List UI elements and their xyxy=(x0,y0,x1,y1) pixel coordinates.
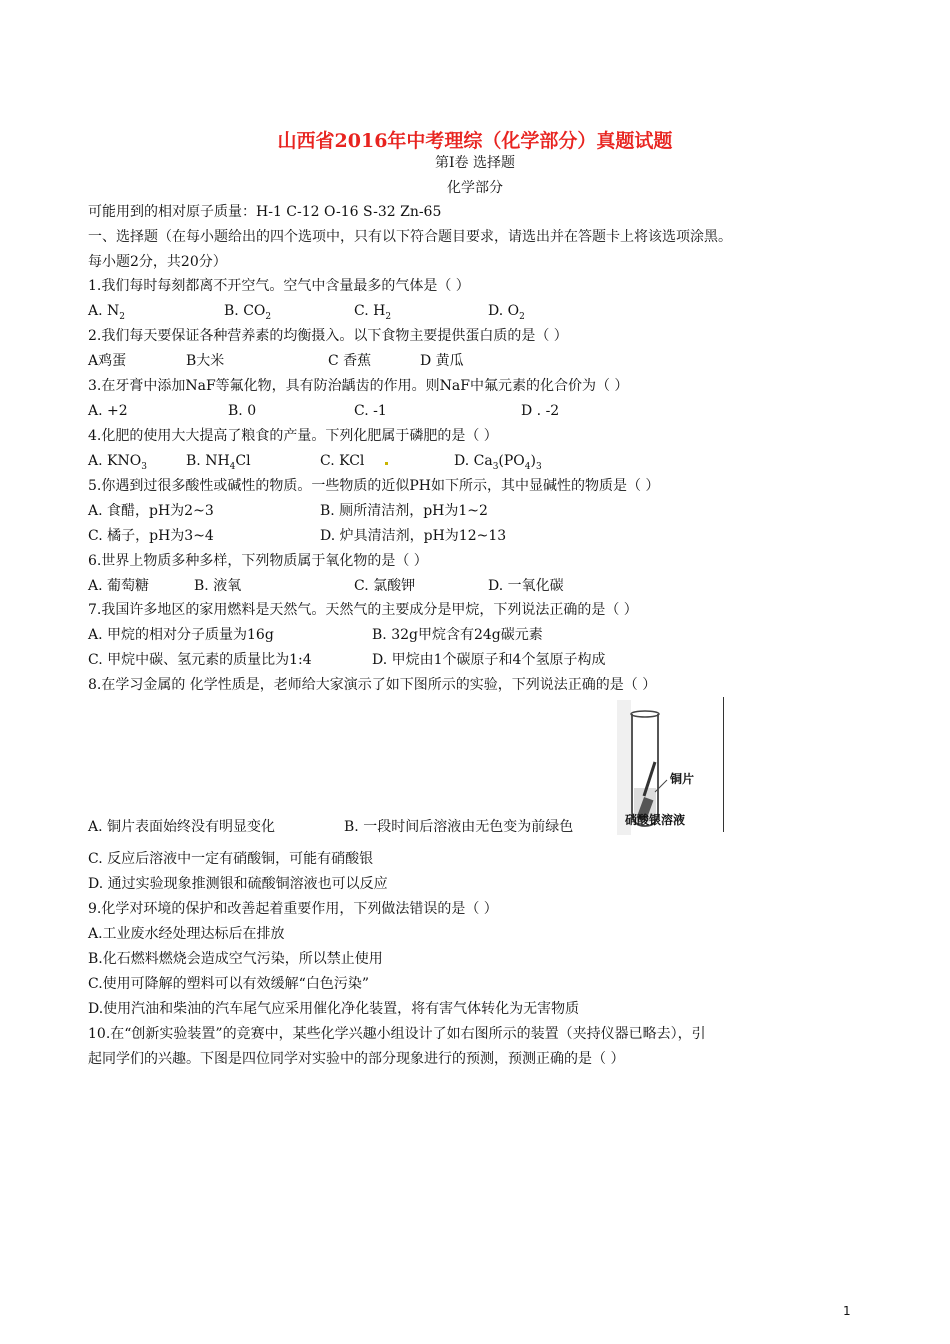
question-9-option-a: A.工业废水经处理达标后在排放 xyxy=(88,926,285,942)
question-5-option-c: C. 橘子，pH为3~4 xyxy=(88,528,214,544)
question-6-option-a: A. 葡萄糖 xyxy=(88,578,150,594)
figure-divider xyxy=(723,697,724,832)
question-4-option-a: A. $KNO_3$ xyxy=(88,453,147,472)
question-5-option-d: D. 炉具清洁剂，pH为12~13 xyxy=(320,528,507,544)
question-8-stem: 8.在学习金属的 化学性质是，老师给大家演示了如下图所示的实验，下列说法正确的是（ ） xyxy=(88,677,657,693)
question-1-option-c: C. $H_2$ xyxy=(354,303,392,322)
question-8-option-a: A. 铜片表面始终没有明显变化 xyxy=(88,819,276,835)
question-9-option-c: C.使用可降解的塑料可以有效缓解“白色污染” xyxy=(88,976,369,992)
question-6-option-c: C. 氯酸钾 xyxy=(354,578,416,594)
question-9-option-b: B.化石燃料燃烧会造成空气污染，所以禁止使用 xyxy=(88,951,383,967)
question-9-option-d: D.使用汽油和柴油的汽车尾气应采用催化净化装置，将有害气体转化为无害物质 xyxy=(88,1001,580,1017)
question-8-option-b: B. 一段时间后溶液由无色变为前绿色 xyxy=(344,819,574,835)
subtitle-volume: 第Ⅰ卷 选择题 xyxy=(435,155,515,171)
question-10-stem-2: 起同学们的兴趣。下图是四位同学对实验中的部分现象进行的预测，预测正确的是（ ） xyxy=(88,1051,625,1067)
question-2-option-a: A鸡蛋 xyxy=(88,353,127,369)
question-10-stem-1: 10.在“创新实验装置”的竞赛中，某些化学兴趣小组设计了如右图所示的装置（夹持仪器已略去），引 xyxy=(88,1026,706,1042)
question-7-option-d: D. 甲烷由1个碳原子和4个氢原子构成 xyxy=(372,652,606,668)
question-8-option-d: D. 通过实验现象推测银和硫酸铜溶液也可以反应 xyxy=(88,876,388,892)
question-3-option-b: B. 0 xyxy=(228,403,257,419)
atomic-masses: 可能用到的相对原子质量：H-1 C-12 O-16 S-32 Zn-65 xyxy=(88,204,442,220)
figure-label-copper: 铜片 xyxy=(670,772,695,786)
question-2-stem: 2.我们每天要保证各种营养素的均衡摄入。以下食物主要提供蛋白质的是（ ） xyxy=(88,328,568,344)
figure-label-solution: 硝酸银溶液 xyxy=(625,813,686,827)
question-1-option-a: A. $N_2$ xyxy=(88,303,125,322)
question-7-option-a: A. 甲烷的相对分子质量为16g xyxy=(88,627,274,643)
question-2-option-d: D 黄瓜 xyxy=(420,353,464,369)
question-3-stem: 3.在牙膏中添加NaF等氟化物，具有防治龋齿的作用。则NaF中氟元素的化合价为（ ） xyxy=(88,378,629,394)
question-3-option-a: A. +2 xyxy=(88,403,128,419)
page-title: 山西省2016年中考理综（化学部分）真题试题 xyxy=(277,130,673,152)
subtitle-section: 化学部分 xyxy=(447,180,503,196)
question-4-option-d: D. $Ca_3(PO_4)_3$ xyxy=(454,453,542,472)
question-2-option-c: C 香蕉 xyxy=(328,353,372,369)
question-3-option-d: D . -2 xyxy=(521,403,560,419)
question-6-option-d: D. 一氧化碳 xyxy=(488,578,564,594)
question-4-stem: 4.化肥的使用大大提高了粮食的产量。下列化肥属于磷肥的是（ ） xyxy=(88,428,498,444)
question-2-option-b: B大米 xyxy=(186,353,225,369)
question-6-stem: 6.世界上物质多种多样，下列物质属于氧化物的是（ ） xyxy=(88,553,428,569)
section-instructions-1: 一、选择题（在每小题给出的四个选项中，只有以下符合题目要求，请选出并在答题卡上将该选项涂黑。 xyxy=(88,229,732,245)
page-number: 1 xyxy=(843,1304,851,1318)
question-1-stem: 1.我们每时每刻都离不开空气。空气中含量最多的气体是（ ） xyxy=(88,278,470,294)
question-1-option-d: D. $O_2$ xyxy=(488,303,525,322)
section-instructions-2: 每小题2分，共20分） xyxy=(88,254,227,270)
question-3-option-c: C. -1 xyxy=(354,403,387,419)
question-1-option-b: B. $CO_2$ xyxy=(224,303,272,322)
question-8-option-c: C. 反应后溶液中一定有硝酸铜，可能有硝酸银 xyxy=(88,851,374,867)
question-7-option-c: C. 甲烷中碳、氢元素的质量比为1:4 xyxy=(88,652,312,668)
stray-mark xyxy=(385,462,388,465)
question-6-option-b: B. 液氧 xyxy=(194,578,242,594)
question-5-option-a: A. 食醋，pH为2~3 xyxy=(88,503,214,519)
question-5-stem: 5.你遇到过很多酸性或碱性的物质。一些物质的近似PH如下所示，其中显碱性的物质是（ ） xyxy=(88,478,660,494)
question-5-option-b: B. 厕所清洁剂，pH为1~2 xyxy=(320,503,488,519)
question-4-option-b: B. $NH_4Cl$ xyxy=(186,453,251,472)
question-4-option-c: C. KCl xyxy=(320,453,365,469)
question-7-stem: 7.我国许多地区的家用燃料是天然气。天然气的主要成分是甲烷，下列说法正确的是（ ） xyxy=(88,602,638,618)
question-9-stem: 9.化学对环境的保护和改善起着重要作用，下列做法错误的是（ ） xyxy=(88,901,498,917)
question-7-option-b: B. 32g甲烷含有24g碳元素 xyxy=(372,627,543,643)
